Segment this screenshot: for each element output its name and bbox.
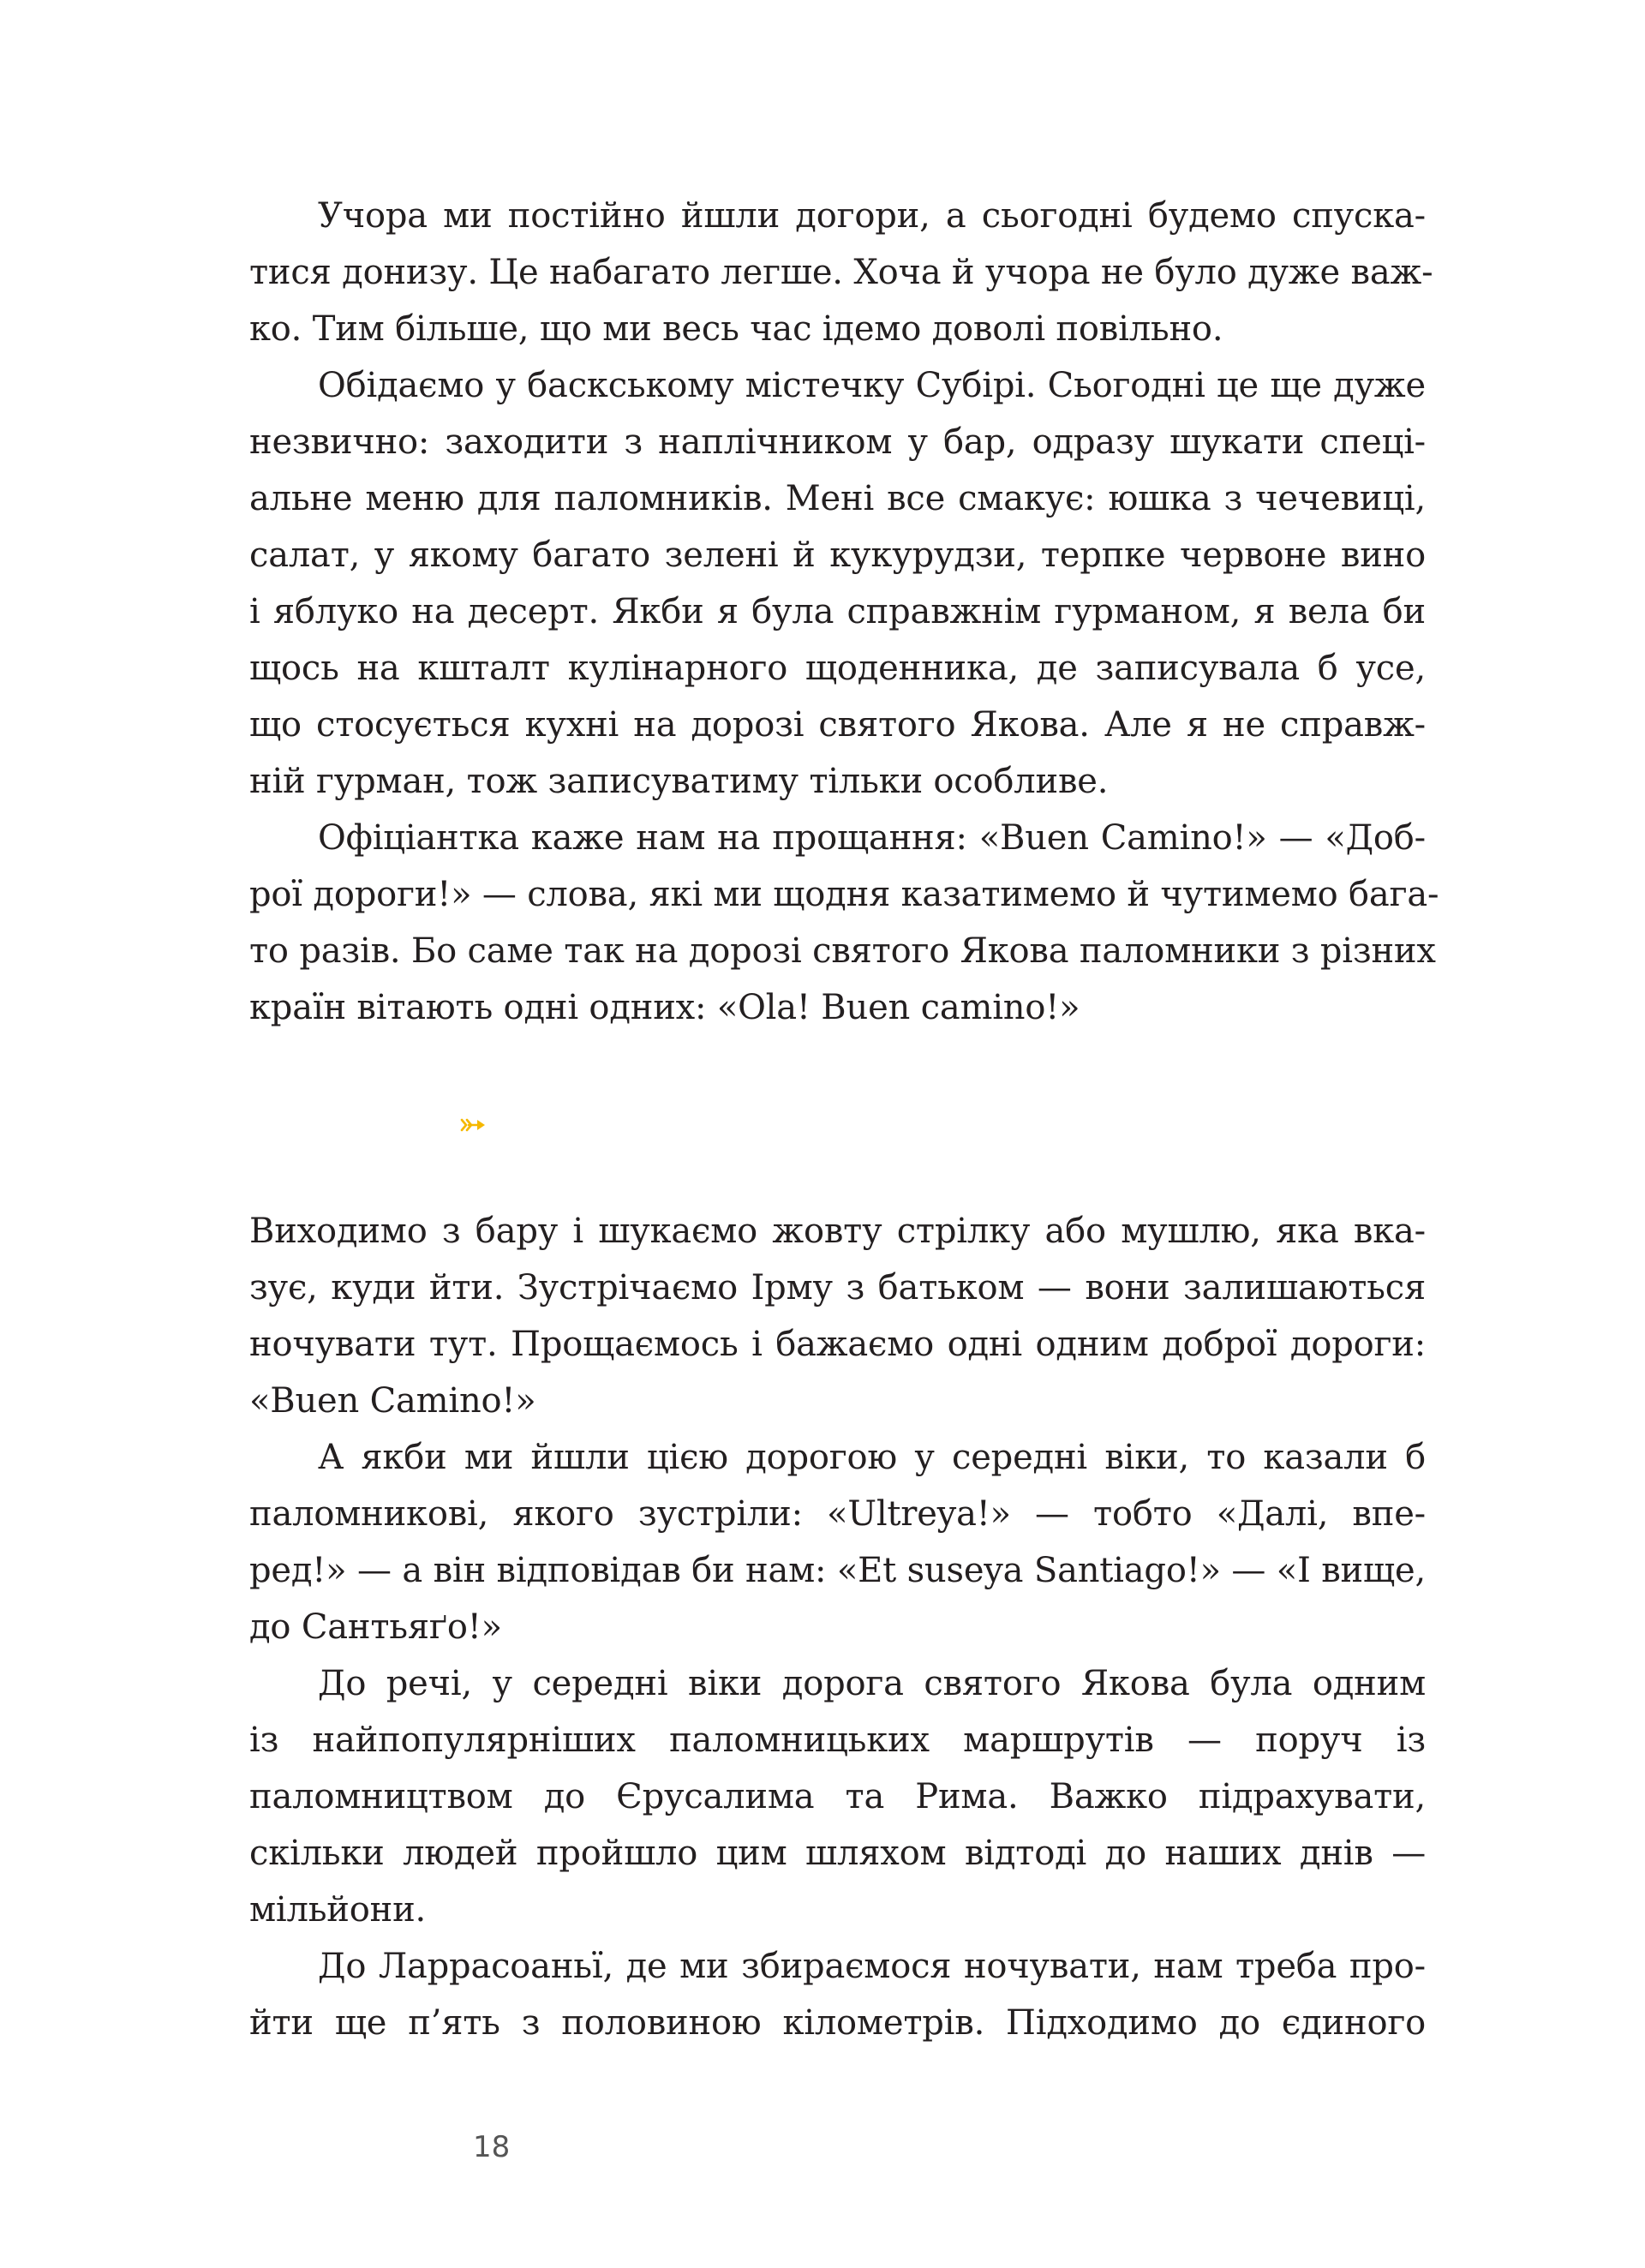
text-line: тися донизу. Це набагато легше. Хоча й учора не було дуже важ- [249, 253, 1433, 292]
text-line: «Buen Camino!» [249, 1381, 536, 1421]
paragraph [249, 1429, 1426, 1655]
text-line: країн вітають одні одних: «Ola! Buen camino!» [249, 988, 1080, 1027]
text-line: скільки людей пройшло цим шляхом відтоді до наших днів — [249, 1834, 1426, 1873]
arrow-right-icon [460, 1116, 486, 1134]
text-line: А якби ми йшли цією дорогою у середні віки, то казали б [318, 1438, 1426, 1477]
text-line: до Сантьяґо!» [249, 1607, 502, 1647]
text-line: мільйони. [249, 1890, 427, 1930]
text-line: салат, у якому багато зелені й кукурудзи, терпке червоне вино [249, 536, 1426, 575]
text-line: і яблуко на десерт. Якби я була справжнім гурманом, я вела би [249, 592, 1426, 631]
text-line: що стосується кухні на дорозі святого Якова. Але я не справж- [249, 705, 1426, 745]
text-section-2 [249, 1203, 1426, 2051]
text-line: рої дороги!» — слова, які ми щодня казатимемо й чутимемо бага- [249, 875, 1439, 914]
paragraph [249, 1938, 1426, 2051]
paragraph [249, 810, 1439, 1036]
text-line: Учора ми постійно йшли догори, а сьогодні будемо спуска- [318, 196, 1426, 236]
text-line: паломникові, якого зустріли: «Ultreya!» — тобто «Далі, впе- [249, 1494, 1426, 1534]
text-line: паломництвом до Єрусалима та Рима. Важко підрахувати, [249, 1777, 1426, 1816]
paragraph [249, 188, 1433, 357]
text-line: До речі, у середні віки дорога святого Якова була одним [318, 1664, 1426, 1703]
text-line: ній гурман, тож записуватиму тільки особливе. [249, 762, 1109, 801]
text-line: ко. Тим більше, що ми весь час ідемо доволі повільно. [249, 309, 1223, 349]
text-line: йти ще п’ять з половиною кілометрів. Підходимо до єдиного [249, 2003, 1426, 2043]
text-line: зує, куди йти. Зустрічаємо Ірму з батьком — вони залишаються [249, 1268, 1426, 1308]
text-line: Виходимо з бару і шукаємо жовту стрілку або мушлю, яка вка- [249, 1212, 1426, 1251]
text-line: то разів. Бо саме так на дорозі святого Якова паломники з різних [249, 931, 1436, 971]
text-line: щось на кшталт кулінарного щоденника, де записувала б усе, [249, 649, 1426, 688]
text-line: ред!» — а він відповідав би нам: «Et suseya Santiago!» — «І вище, [249, 1551, 1426, 1590]
text-section-1 [249, 188, 1439, 1036]
text-line: Офіціантка каже нам на прощання: «Buen Camino!» — «Доб- [318, 818, 1426, 858]
text-line: незвично: заходити з наплічником у бар, одразу шукати спеці- [249, 422, 1426, 462]
text-line: із найпопулярніших паломницьких маршрутів — поруч із [249, 1720, 1426, 1760]
text-line: ночувати тут. Прощаємось і бажаємо одні одним доброї дороги: [249, 1325, 1426, 1364]
paragraph [249, 1655, 1426, 1938]
paragraph [249, 357, 1426, 810]
text-line: Обідаємо у баскському містечку Субірі. Сьогодні це ще дуже [318, 366, 1426, 405]
text-line: До Ларрасоаньї, де ми збираємося ночувати, нам треба про- [318, 1947, 1426, 1986]
page-number: 18 [473, 2130, 511, 2164]
text-line: альне меню для паломників. Мені все смакує: юшка з чечевиці, [249, 479, 1426, 518]
paragraph [249, 1203, 1426, 1429]
